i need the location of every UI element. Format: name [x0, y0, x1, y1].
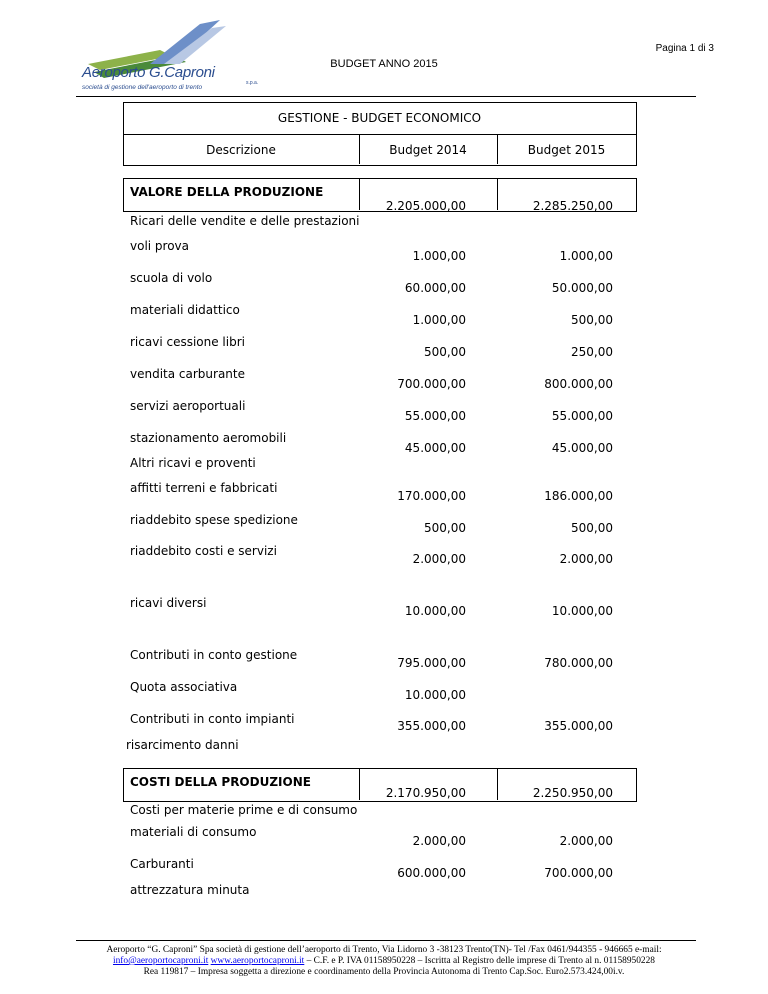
section-costi-2014: 2.170.950,00 [385, 786, 466, 800]
row-label: materiali didattico [130, 303, 240, 317]
row-value-2015: 700.000,00 [544, 866, 613, 880]
row-value-2015: 780.000,00 [544, 656, 613, 670]
footer-website-link[interactable]: www.aeroportocaproni.it [210, 956, 305, 966]
logo-name: Aeroporto G.Caproni [82, 64, 215, 81]
table-header-divider [123, 134, 636, 135]
row-label: vendita carburante [130, 367, 246, 381]
column-divider [359, 768, 360, 800]
footer-email-link[interactable]: info@aeroportocaproni.it [112, 956, 209, 966]
row-value-2014: 500,00 [424, 521, 466, 535]
row-label: ricavi cessione libri [130, 335, 245, 349]
row-value-2014: 1.000,00 [412, 249, 466, 263]
row-value-2014: 700.000,00 [397, 377, 466, 391]
row-label: Ricari delle vendite e delle prestazioni [130, 214, 360, 228]
row-label: riaddebito spese spedizione [130, 513, 298, 527]
row-label: risarcimento danni [126, 738, 239, 752]
row-value-2014: 60.000,00 [404, 281, 466, 295]
row-value-2015: 45.000,00 [551, 441, 613, 455]
logo-tagline: società di gestione dell'aeroporto di trento [82, 84, 203, 91]
row-label: riaddebito costi e servizi [130, 544, 277, 558]
row-value-2014: 55.000,00 [404, 409, 466, 423]
row-value-2014: 45.000,00 [404, 441, 466, 455]
footer [0, 945, 768, 978]
row-label: Carburanti [130, 857, 194, 871]
footer-rule [76, 940, 696, 941]
row-value-2015: 2.000,00 [559, 552, 613, 566]
footer-line-2-text: – C.F. e P. IVA 01158950228 – Iscritta al Registro delle imprese di Trento al n. 01158950228 [304, 956, 655, 966]
row-value-2015: 500,00 [571, 521, 613, 535]
column-header-budget-2014: Budget 2014 [389, 143, 467, 157]
row-value-2014: 10.000,00 [404, 604, 466, 618]
section-valore-2015: 2.285.250,00 [532, 199, 613, 213]
row-value-2014: 2.000,00 [412, 552, 466, 566]
row-value-2015: 55.000,00 [551, 409, 613, 423]
section-label-costi: COSTI DELLA PRODUZIONE [130, 775, 311, 789]
row-value-2014: 1.000,00 [412, 313, 466, 327]
footer-line-2 [0, 956, 768, 967]
row-value-2014: 355.000,00 [397, 719, 466, 733]
table-title: GESTIONE - BUDGET ECONOMICO [277, 111, 482, 125]
column-header-budget-2015: Budget 2015 [527, 143, 606, 157]
row-label: affitti terreni e fabbricati [130, 481, 278, 495]
column-header-descrizione: Descrizione [206, 143, 276, 157]
row-value-2015: 2.000,00 [559, 834, 613, 848]
row-value-2014: 500,00 [424, 345, 466, 359]
footer-line-1: Aeroporto “G. Caproni” Spa società di gestione dell’aeroporto di Trento, Via Lidorno 3 -38123 Trento(TN)- Tel /Fax 0461/944355 - 946665 e-mail: [106, 945, 662, 955]
row-value-2015: 10.000,00 [551, 604, 613, 618]
column-divider [497, 768, 498, 800]
row-label: attrezzatura minuta [130, 883, 250, 897]
document-title: BUDGET ANNO 2015 [330, 58, 438, 70]
row-value-2014: 795.000,00 [397, 656, 466, 670]
section-costi-2015: 2.250.950,00 [532, 786, 613, 800]
row-value-2015: 800.000,00 [544, 377, 613, 391]
row-value-2015: 500,00 [571, 313, 613, 327]
row-label: materiali di consumo [130, 825, 257, 839]
row-label: Contributi in conto gestione [130, 648, 298, 662]
row-label: voli prova [130, 239, 190, 253]
row-value-2015: 186.000,00 [544, 489, 613, 503]
row-label: stazionamento aeromobili [130, 431, 287, 445]
row-label: scuola di volo [130, 271, 213, 285]
row-value-2015: 355.000,00 [544, 719, 613, 733]
logo-spa: s.p.a. [246, 80, 259, 86]
row-value-2014: 2.000,00 [412, 834, 466, 848]
column-divider [497, 178, 498, 210]
row-label: Altri ricavi e proventi [130, 456, 256, 470]
row-value-2014: 600.000,00 [397, 866, 466, 880]
row-value-2014: 10.000,00 [404, 688, 466, 702]
row-label: Costi per materie prime e di consumo [130, 803, 358, 817]
row-label: Quota associativa [130, 680, 238, 694]
row-label: ricavi diversi [130, 596, 207, 610]
section-valore-2014: 2.205.000,00 [385, 199, 466, 213]
page-number: Pagina 1 di 3 [655, 43, 714, 54]
row-value-2015: 250,00 [571, 345, 613, 359]
section-label-valore: VALORE DELLA PRODUZIONE [130, 185, 324, 199]
row-value-2015: 50.000,00 [551, 281, 613, 295]
row-value-2014: 170.000,00 [397, 489, 466, 503]
footer-line-3: Rea 119817 – Impresa soggetta a direzione e coordinamento della Provincia Autonoma di Trento Cap.Soc. Euro2.573.424,00i.v. [143, 967, 625, 977]
row-value-2015: 1.000,00 [559, 249, 613, 263]
row-label: servizi aeroportuali [130, 399, 246, 413]
header-rule [76, 96, 696, 97]
column-divider [359, 178, 360, 210]
row-label: Contributi in conto impianti [130, 712, 295, 726]
